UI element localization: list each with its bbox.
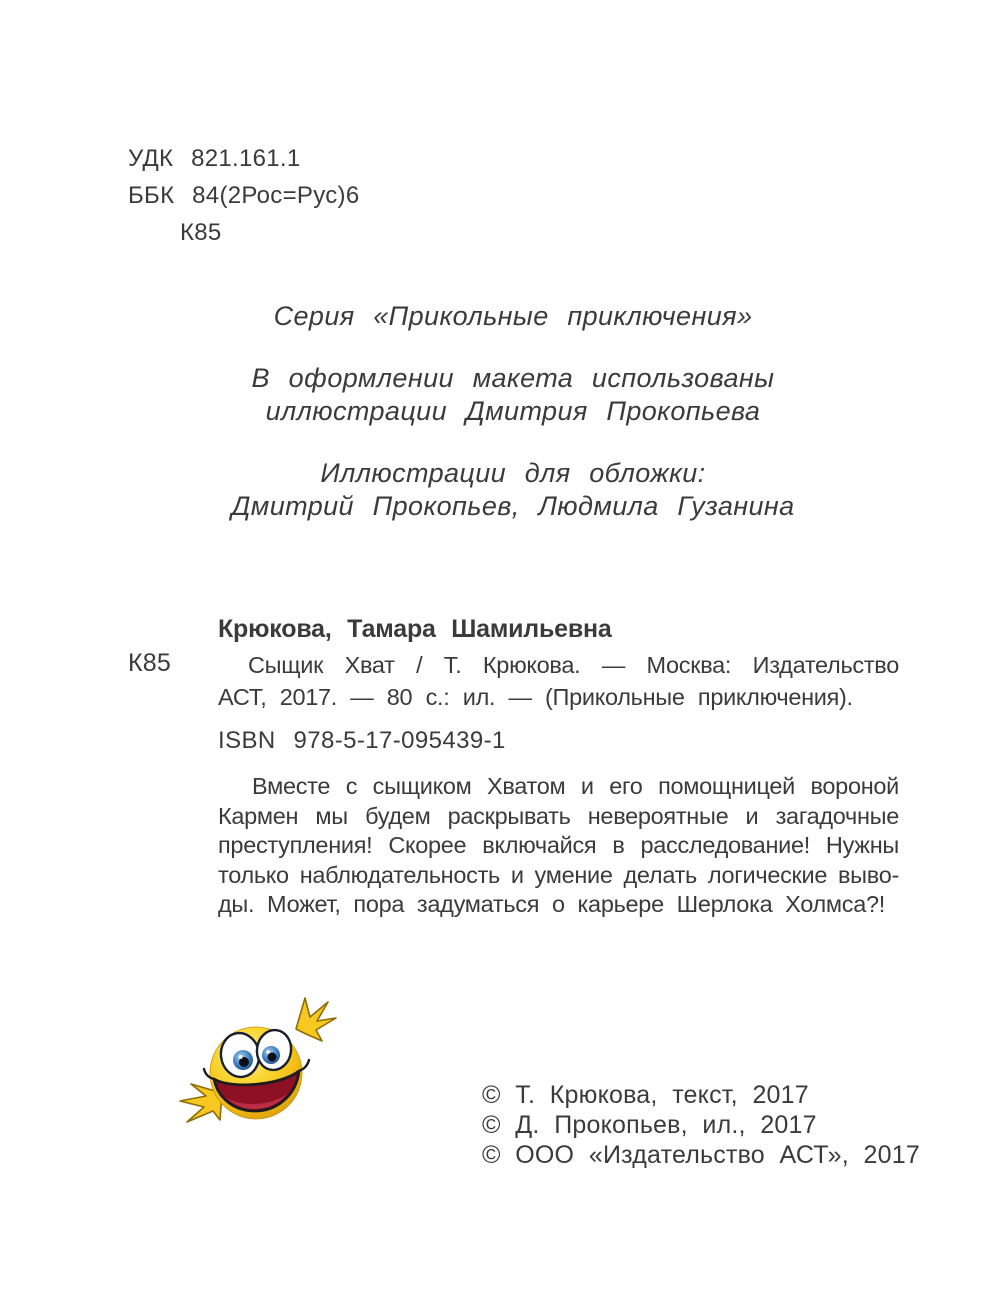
annotation-line: преступления! Скорее включайся в расследование! Нужны [218, 832, 899, 858]
catalog-entry-line: АСТ, 2017. — 80 с.: ил. — (Прикольные приключения). [218, 684, 853, 710]
book-annotation [218, 772, 899, 920]
mascot-right-glint [266, 1050, 270, 1054]
bbk-code: ББК 84(2Рос=Рус)6 [128, 182, 360, 209]
isbn-number: ISBN 978-5-17-095439-1 [218, 727, 506, 754]
mascot-right-pupil [268, 1053, 277, 1062]
annotation-line: Кармен мы будем раскрывать невероятные и загадочные [218, 802, 899, 829]
bibliographic-codes [128, 140, 359, 251]
layout-credit-line: В оформлении макета использованы [251, 363, 775, 393]
mascot-left-glint [239, 1055, 243, 1059]
series-title: Серия «Прикольные приключения» [273, 301, 753, 331]
series-credits-block [128, 300, 898, 523]
copyright-line: © Т. Крюкова, текст, 2017 [482, 1081, 809, 1109]
annotation-line: только наблюдательность и умение делать логические выво- [218, 861, 899, 888]
annotation-line: ды. Может, пора задуматься о карьере Шерлока Холмса?! [218, 891, 886, 917]
cover-credit-title: Иллюстрации для обложки: [320, 458, 706, 488]
catalog-entry-line: Сыщик Хват / Т. Крюкова. — Москва: Издательство [248, 652, 899, 678]
catalog-margin-code: К85 [128, 649, 171, 677]
author-sign-code: К85 [180, 219, 222, 246]
copyright-line: © ООО «Издательство АСТ», 2017 [482, 1141, 920, 1169]
copyright-block [482, 1080, 920, 1170]
layout-credit-line: иллюстрации Дмитрия Прокопьева [265, 396, 761, 426]
cover-credit-names: Дмитрий Прокопьев, Людмила Гузанина [231, 491, 795, 521]
catalog-entry [218, 649, 899, 713]
annotation-line: Вместе с сыщиком Хватом и его помощницей вороной [252, 773, 899, 799]
copyright-line: © Д. Прокопьев, ил., 2017 [482, 1111, 817, 1139]
udk-code: УДК 821.161.1 [128, 145, 301, 172]
smiley-mascot-illustration [168, 985, 346, 1153]
mascot-raised-hand-icon [296, 998, 336, 1041]
catalog-author-heading: Крюкова, Тамара Шамильевна [218, 615, 612, 643]
